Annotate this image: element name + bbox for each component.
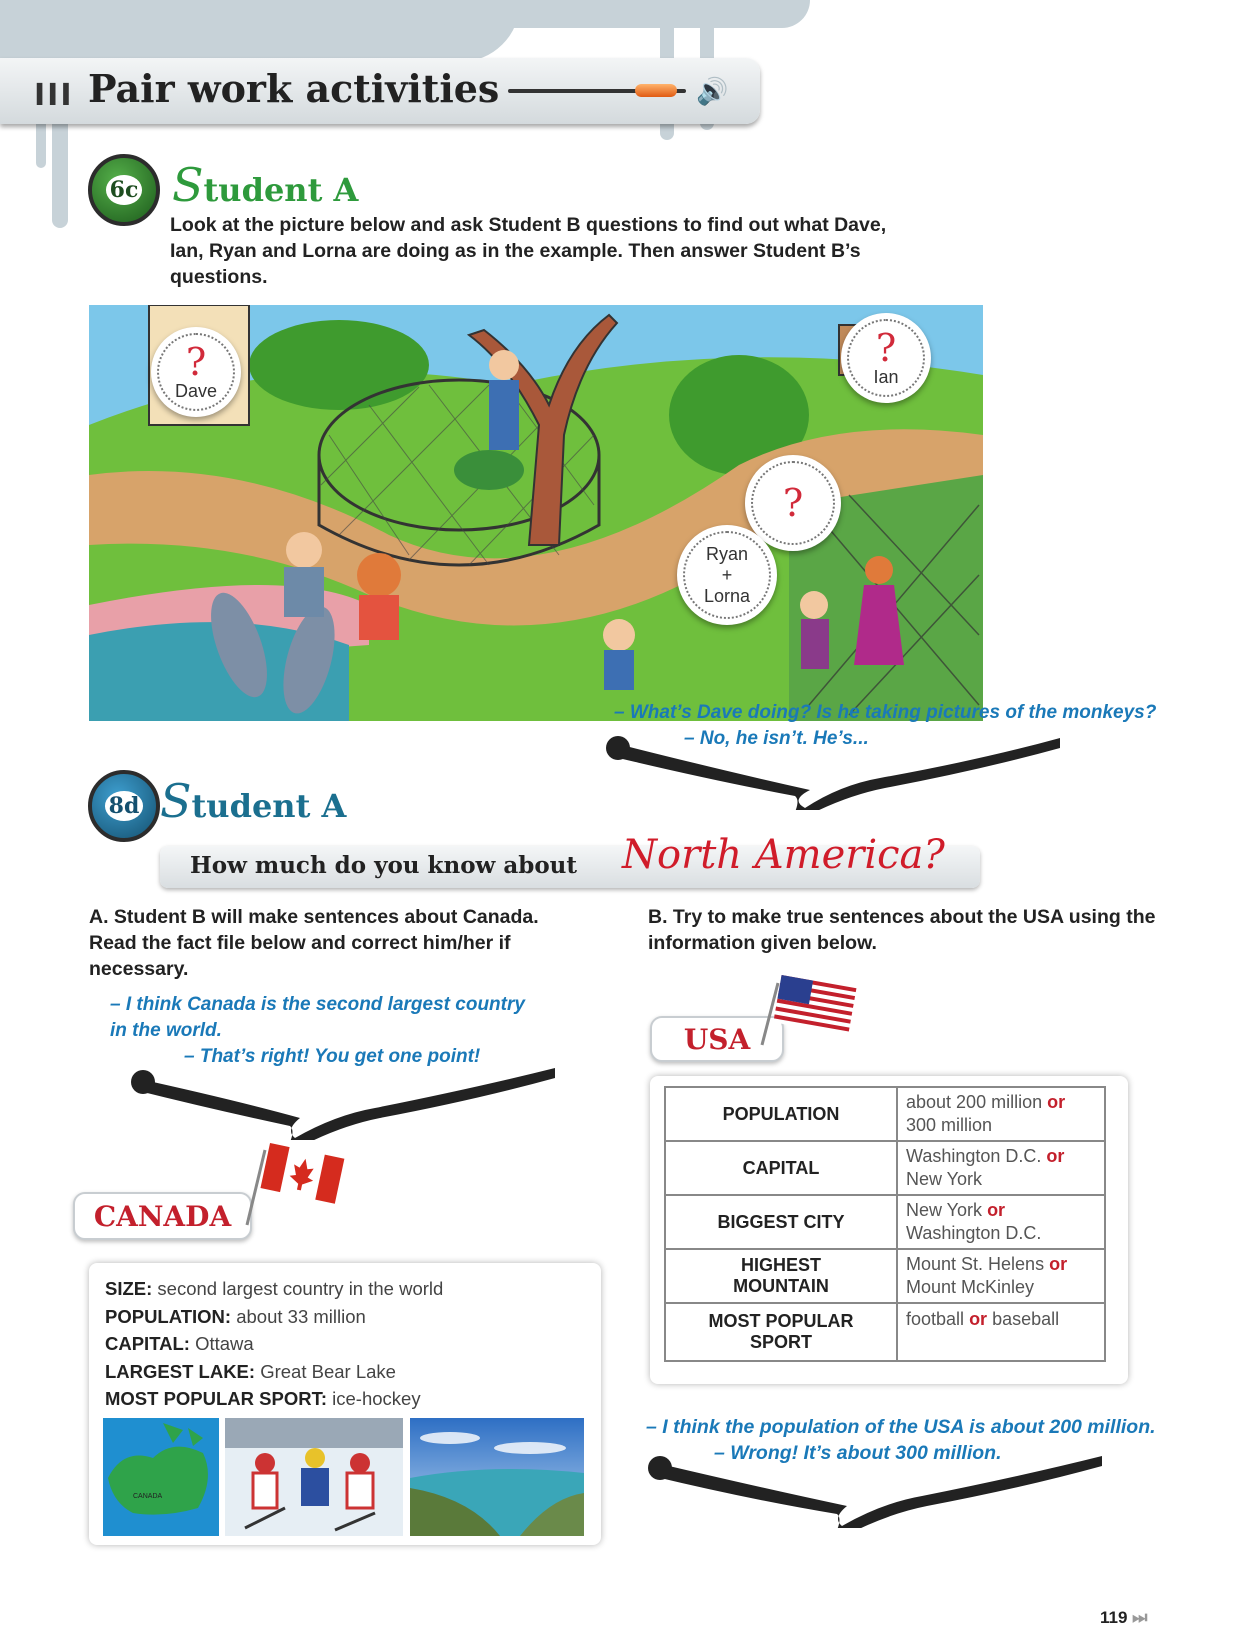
speech-tail-6c — [600, 730, 1070, 810]
bubble-ian: ? Ian — [841, 313, 931, 403]
audio-slider-knob[interactable] — [635, 84, 677, 97]
fact-row: MOST POPULAR SPORT: ice-hockey — [105, 1388, 421, 1409]
fact-row: SIZE: second largest country in the world — [105, 1278, 444, 1299]
how-much-text: How much do you know about — [190, 852, 578, 879]
north-america-text: North America? — [622, 832, 945, 878]
usa-value-cell: Mount St. Helens or Mount McKinley — [897, 1249, 1105, 1303]
example-b-answer: – Wrong! It’s about 300 million. — [714, 1442, 1002, 1464]
speaker-icon[interactable]: 🔊 — [696, 76, 729, 106]
table-row — [665, 1249, 1105, 1303]
table-row — [665, 1303, 1105, 1361]
usa-key-cell: BIGGEST CITY — [665, 1195, 897, 1249]
badge-6c: 6c — [88, 154, 160, 226]
usa-key-cell: CAPITAL — [665, 1141, 897, 1195]
bubble-lorna-label: Lorna — [703, 585, 751, 606]
table-row — [665, 1195, 1105, 1249]
zoo-picture — [89, 305, 983, 721]
fact-row: LARGEST LAKE: Great Bear Lake — [105, 1360, 396, 1382]
header-bars-icon: III — [34, 78, 74, 113]
example-6c-answer: – No, he isn’t. He’s... — [684, 728, 869, 749]
section-8d-title: Student A — [160, 774, 347, 828]
bubble-ian-label: Ian — [873, 366, 899, 387]
usa-value-cell: about 200 million or 300 million — [897, 1087, 1105, 1141]
canada-flag-icon — [245, 1140, 345, 1230]
example-b-question: – I think the population of the USA is about 200 million. — [646, 1416, 1156, 1438]
usa-key-cell: POPULATION — [665, 1087, 897, 1141]
page-number: 119 ⏭ — [1100, 1608, 1148, 1627]
map-label: CANADA — [133, 1493, 163, 1500]
usa-key-cell: HIGHEST MOUNTAIN — [665, 1249, 897, 1303]
fact-row: POPULATION: about 33 million — [105, 1305, 366, 1327]
usa-flag-icon — [758, 975, 858, 1047]
badge-8d: 8d — [88, 770, 160, 842]
next-page-icon[interactable]: ⏭ — [1132, 1608, 1148, 1627]
fact-row: CAPITAL: Ottawa — [105, 1333, 254, 1354]
example-a-q2: in the world. — [110, 1020, 222, 1041]
example-a-answer: – That’s right! You get one point! — [184, 1046, 481, 1067]
example-a-q1: – I think Canada is the second largest country — [110, 994, 525, 1015]
canada-map-photo — [103, 1418, 219, 1536]
usa-value-cell: football or baseball — [897, 1303, 1105, 1361]
bubble-plus-label: + — [721, 564, 733, 585]
header-title: Pair work activities — [88, 66, 500, 111]
ice-hockey-photo — [225, 1418, 403, 1536]
table-row — [665, 1087, 1105, 1141]
bubble-dave-label: Dave — [174, 380, 218, 401]
example-6c-question: – What’s Dave doing? Is he taking pictures of the monkeys? — [614, 702, 1157, 723]
task-b-text: B. Try to make true sentences about the USA using the information given below. — [648, 906, 1156, 954]
task-a-text: A. Student B will make sentences about Canada. Read the fact file below and correct him/her if necessary. — [89, 906, 539, 980]
canada-label: CANADA — [73, 1192, 252, 1240]
lake-photo — [410, 1418, 584, 1536]
speech-tail-b — [642, 1448, 1112, 1528]
bubble-ryan-lorna — [677, 525, 777, 625]
bubble-ryan-lorna-question: ? — [745, 455, 841, 551]
bubble-ryan-label: Ryan — [705, 543, 749, 564]
usa-value-cell: Washington D.C. or New York — [897, 1141, 1105, 1195]
section-6c-title: Student A — [172, 158, 359, 212]
section-6c-instructions: Look at the picture below and ask Student B questions to find out what Dave, Ian, Ryan and Lorna are doing as in the example. Then answer Student B’s questions. — [170, 214, 887, 288]
table-row — [665, 1141, 1105, 1195]
usa-value-cell: New York or Washington D.C. — [897, 1195, 1105, 1249]
usa-key-cell: MOST POPULAR SPORT — [665, 1303, 897, 1361]
bubble-dave: ? Dave — [151, 327, 241, 417]
usa-table — [664, 1086, 1106, 1362]
usa-label: USA — [650, 1016, 784, 1062]
speech-tail-a — [125, 1060, 565, 1140]
